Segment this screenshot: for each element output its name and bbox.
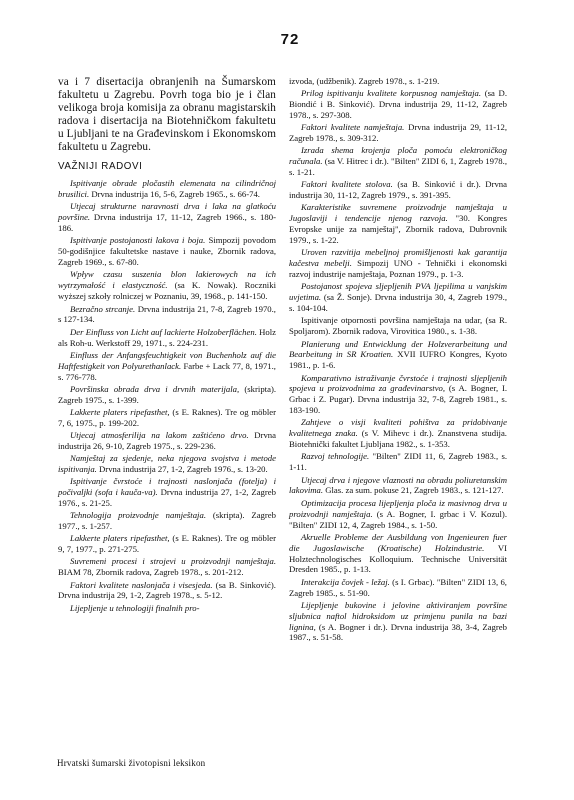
entry-title: Einfluss der Anfangsfeuchtigkeit von Buchenholz auf die Haftfestigkeit von Polyurethanlack.: [58, 349, 276, 371]
entry-title: Faktori kvalitete stolova.: [301, 179, 393, 190]
bibliography-entry: [58, 178, 276, 200]
entry-details: "30. Kongres Evropske unije za namještaj", Zbornik radova, Dubrovnik 1979., s. 1-22.: [289, 213, 507, 246]
entry-details: (skripta). Zagreb 1977., s. 1-257.: [58, 510, 276, 532]
entry-details: izvoda, (udžbenik). Zagreb 1978., s. 1-219.: [289, 76, 440, 86]
entry-details: (s A. Bogner, I. Grbac i Z. Pugar). Drvna industrija 32, 7-8, Zagreb 1981., s. 183-190.: [289, 383, 508, 416]
bibliography-entry: [58, 350, 276, 383]
bibliography-entry: [289, 600, 507, 644]
entry-details: (s E. Raknes). Tre og möbler 7, 6, 1975., p. 199-202.: [58, 406, 277, 428]
entry-title: Izrada shema krojenja ploča pomoću elektroničkog računala.: [289, 145, 507, 167]
bibliography-entry: [289, 339, 507, 372]
page-number: 72: [280, 31, 300, 48]
entry-details: Farbe + Lack 77, 8, 1971., s. 776-778.: [58, 360, 276, 382]
bibliography-entry: [289, 202, 507, 246]
entry-title: Suvremeni procesi i strojevi u proizvodnji namještaja.: [70, 556, 276, 567]
entry-details: XVII IUFRO Kongres, Kyoto 1981., p. 1-6.: [289, 349, 507, 371]
entry-details: Drvna industrija 17, 11-12, Zagreb 1966., s. 180-186.: [58, 212, 276, 234]
entry-title: Razvoj tehnologije.: [301, 451, 370, 462]
entry-details: (s A. Bogner i dr.). Drvna industrija 38, 3-4, Zagreb 1987., s. 51-58.: [289, 621, 507, 643]
entry-title: Površinska obrada drva i drvnih materijala,: [70, 383, 240, 394]
bibliography-entry: [58, 269, 276, 302]
entry-title: Namještaj za sjedenje, neka njegova svojstva i metode ispitivanja.: [58, 453, 276, 474]
bibliography-entry: [58, 476, 276, 509]
entry-details: Glas. za sum. pokuse 21, Zagreb 1983., s. 121-127.: [323, 485, 504, 496]
entry-details: Drvna industrija 26, 9-10, Zagreb 1975., s. 229-236.: [58, 429, 276, 451]
bibliography-entry: [58, 407, 276, 429]
entry-details: (s E. Raknes). Tre og möbler 9, 7, 1977., p. 271-275.: [58, 533, 277, 555]
entry-title: Akruelle Probleme der Ausbildung von Ingenieuren fuer die Jugoslawische (Kroatische) Holzindustrie.: [289, 531, 507, 553]
bibliography-entry: [58, 235, 276, 268]
bibliography-entry: [289, 475, 507, 497]
entry-details: (sa V. Hitrec i dr.). "Bilten" ZIDI 6, 1, Zagreb 1978., s. 1-21.: [289, 156, 507, 178]
bibliography-entry: [289, 577, 507, 599]
entry-details: (sa B. Sinković i dr.). Drvna industrija 30, 11-12, Zagreb 1979., s. 391-395.: [289, 179, 508, 201]
bibliography-entry: [289, 247, 507, 280]
entry-title: Ispitivanje postojanosti lakova i boja.: [70, 235, 206, 246]
bibliography-entry: [289, 122, 507, 144]
entry-title: Lijepljenje bukovine i jelovine aktiviranjem površine sljubnica naftol hidroksidom uz primjenu punila na bazi lignina,: [289, 599, 507, 632]
entry-title: Optimizacija procesa lijepljenja ploča iz masivnog drva u proizvodnji namještaja.: [289, 497, 507, 519]
entry-title: Tehnologija proizvodnje namještaja.: [70, 510, 206, 521]
section-heading: VAŽNIJI RADOVI: [58, 161, 143, 173]
bibliography-entry: [58, 603, 276, 614]
entry-title: Utjecaj drva i njegove vlaznosti na obradu poliuretanskim lakovima.: [289, 474, 507, 496]
entry-title: Uroven razvitija mebeljnoj promišljenosti kak garantija kačestva mebelji.: [289, 247, 507, 269]
entry-title: Lakkerte platers ripefasthet,: [70, 406, 170, 417]
bibliography-entry: [289, 281, 507, 314]
entry-title: Zahtjeve o visji kvaliteti pohištva za pridobivanje kvalitetnega znaka.: [289, 417, 507, 439]
bibliography-entry: [58, 580, 276, 602]
entry-details: "Bilten" ZIDI 11, 6, Zagreb 1983., s. 1-11.: [289, 451, 507, 473]
entry-details: Ispitivanje otpornosti površina namještaja na udar, (sa R. Spoljarom). Zbornik radova, Virovitica 1980., s. 1-38.: [289, 315, 507, 337]
entry-details: VI Holztechnologisches Kolloquium. Technische Universität Dresden 1985., p. 1-13.: [289, 542, 507, 575]
right-bibliography-list: [289, 76, 507, 643]
bibliography-entry: [58, 201, 276, 234]
entry-details: Holz als Roh-u. Werkstoff 29, 1971., s. 224-231.: [58, 326, 276, 348]
entry-details: Drvna industrija 16, 5-6, Zagreb 1965., s. 66-74.: [89, 189, 260, 200]
left-bibliography-list: [58, 178, 276, 613]
entry-details: Drvna industrija 29, 11-12, Zagreb 1978., s. 309-312.: [289, 122, 507, 144]
intro-paragraph: va i 7 disertacija obranjenih na Šumarskom fakultetu u Zagrebu. Povrh toga bio je i član velikoga broja komisija za obranu magistarskih radova i disertacija na Biotehničkom fakultetu u Ljubljani te na Građevinskom i Ekonomskom fakultetu u Zagrebu.: [58, 76, 276, 153]
bibliography-entry: [58, 304, 276, 326]
bibliography-entry: [58, 430, 276, 452]
bibliography-entry: [289, 373, 507, 417]
entry-details: (skripta). Zagreb 1975., s. 1-399.: [58, 383, 277, 405]
bibliography-entry: [58, 556, 276, 578]
entry-title: Ispitivanje obrade pločastih elemenata na cilindričnoj brusilici.: [58, 178, 276, 200]
entry-details: (sa B. Sinković). Drvna industrija 29, 1-2, Zagreb 1978., s. 5-12.: [58, 579, 276, 601]
bibliography-entry: [289, 532, 507, 576]
entry-title: Utjecaj strukturne naravnosti drva i laka na glatkoću površine.: [58, 201, 276, 223]
entry-title: Bezračno strcanje.: [70, 303, 136, 314]
entry-title: Lakkerte platers ripefasthet,: [70, 533, 170, 544]
bibliography-entry: [289, 498, 507, 531]
bibliography-entry: [289, 417, 507, 450]
entry-details: (s I. Grbac). "Bilten" ZIDI 13, 6, Zagreb 1985., s. 51-90.: [289, 576, 507, 598]
bibliography-entry: [289, 145, 507, 178]
bibliography-entry: [58, 453, 276, 475]
entry-details: (s A. Bogner, I. grbac i V. Kozul). "Bilten" ZIDI 12, 4, Zagreb 1984., s. 1-50.: [289, 508, 507, 530]
bibliography-entry: [289, 88, 507, 121]
left-column: [58, 76, 276, 615]
entry-title: Der Einfluss von Licht auf lackierte Holzoberflächen.: [70, 326, 257, 337]
right-column: [289, 76, 507, 645]
entry-title: Lijepljenje u tehnologiji finalnih pro-: [70, 602, 200, 613]
entry-details: (sa K. Nowak). Roczniki wyższej szkoły rolniczej w Poznaniu, 39, 1968., p. 141-150.: [58, 280, 276, 302]
bibliography-entry: [58, 384, 276, 406]
bibliography-entry: [289, 315, 507, 337]
page-footer: Hrvatski šumarski životopisni leksikon: [57, 758, 206, 768]
entry-details: Drvna industrija 27, 1-2, Zagreb 1976., s. 21-25.: [58, 487, 276, 508]
bibliography-entry: [58, 533, 276, 555]
bibliography-entry: [58, 327, 276, 349]
entry-details: Drvna industrija 21, 7-8, Zagreb 1970., s 127-134.: [58, 303, 276, 325]
entry-title: Komparativno istraživanje čvrstoće i trajnosti sljepljenih spojeva u proizvodnima za građevinarstvo,: [289, 372, 507, 394]
entry-title: Karakteristike suvremene proizvodnje namještaja u Jugoslaviji i tendencije njenog razvoja.: [289, 202, 507, 224]
entry-title: Faktori kvalitete naslonjača i visesjeda.: [70, 579, 213, 590]
entry-details: (s V. Mihevc i dr.). Znanstvena studija. Biotehnički fakultet Ljubljana 1982., s. 1-353.: [289, 428, 507, 450]
entry-title: Ispitivanje čvrstoće i trajnosti naslonjača (fotelja) i počivaljki (sofa i kauča-va).: [58, 476, 276, 498]
entry-details: (sa D. Biondić i B. Sinković). Drvna industrija 29, 11-12, Zagreb 1978., s. 297-308.: [289, 88, 507, 121]
entry-title: Interakcija čovjek - ležaj.: [301, 576, 390, 587]
bibliography-entry: [58, 510, 276, 532]
entry-details: Drvna industrija 27, 1-2, Zagreb 1976., s. 13-20.: [96, 463, 268, 474]
entry-title: Wpływ czasu suszenia blon lakierowych na ich wytrzymałość i elastyczność.: [58, 269, 276, 291]
entry-details: BIAM 78, Zbornik radova, Zagreb 1978., s. 201-212.: [58, 567, 244, 578]
entry-details: (sa Ž. Sonje). Drvna industrija 30, 4, Zagreb 1979., s. 104-104.: [289, 292, 507, 314]
entry-title: Utjecaj atmosferilija na lakom zaštićeno drvo.: [70, 429, 249, 440]
entry-details: Simpozij povodom 50-godišnjice fakultetske nastave i nauke, Zbornik radova, Zagreb 1969., s. 67-80.: [58, 235, 276, 268]
entry-details: Simpozij UNO - Tehnički i ekonomski razvoj industrije namještaja, Poznan 1979., p. 1-3.: [289, 258, 507, 280]
bibliography-entry: [289, 179, 507, 201]
entry-title: Planierung und Entwicklung der Holzverarbeitung und Bearbeitung in SR Kroatien.: [289, 338, 507, 360]
entry-title: Postojanost spojeva sljepljenih PVA ljepilima u vanjskim uvjetima.: [289, 281, 507, 303]
bibliography-entry: [289, 451, 507, 473]
entry-title: Faktori kvalitete namještaja.: [301, 122, 405, 133]
bibliography-entry: [289, 76, 507, 87]
entry-title: Prilog ispitivanju kvalitete korpusnog namještaja.: [301, 88, 482, 99]
